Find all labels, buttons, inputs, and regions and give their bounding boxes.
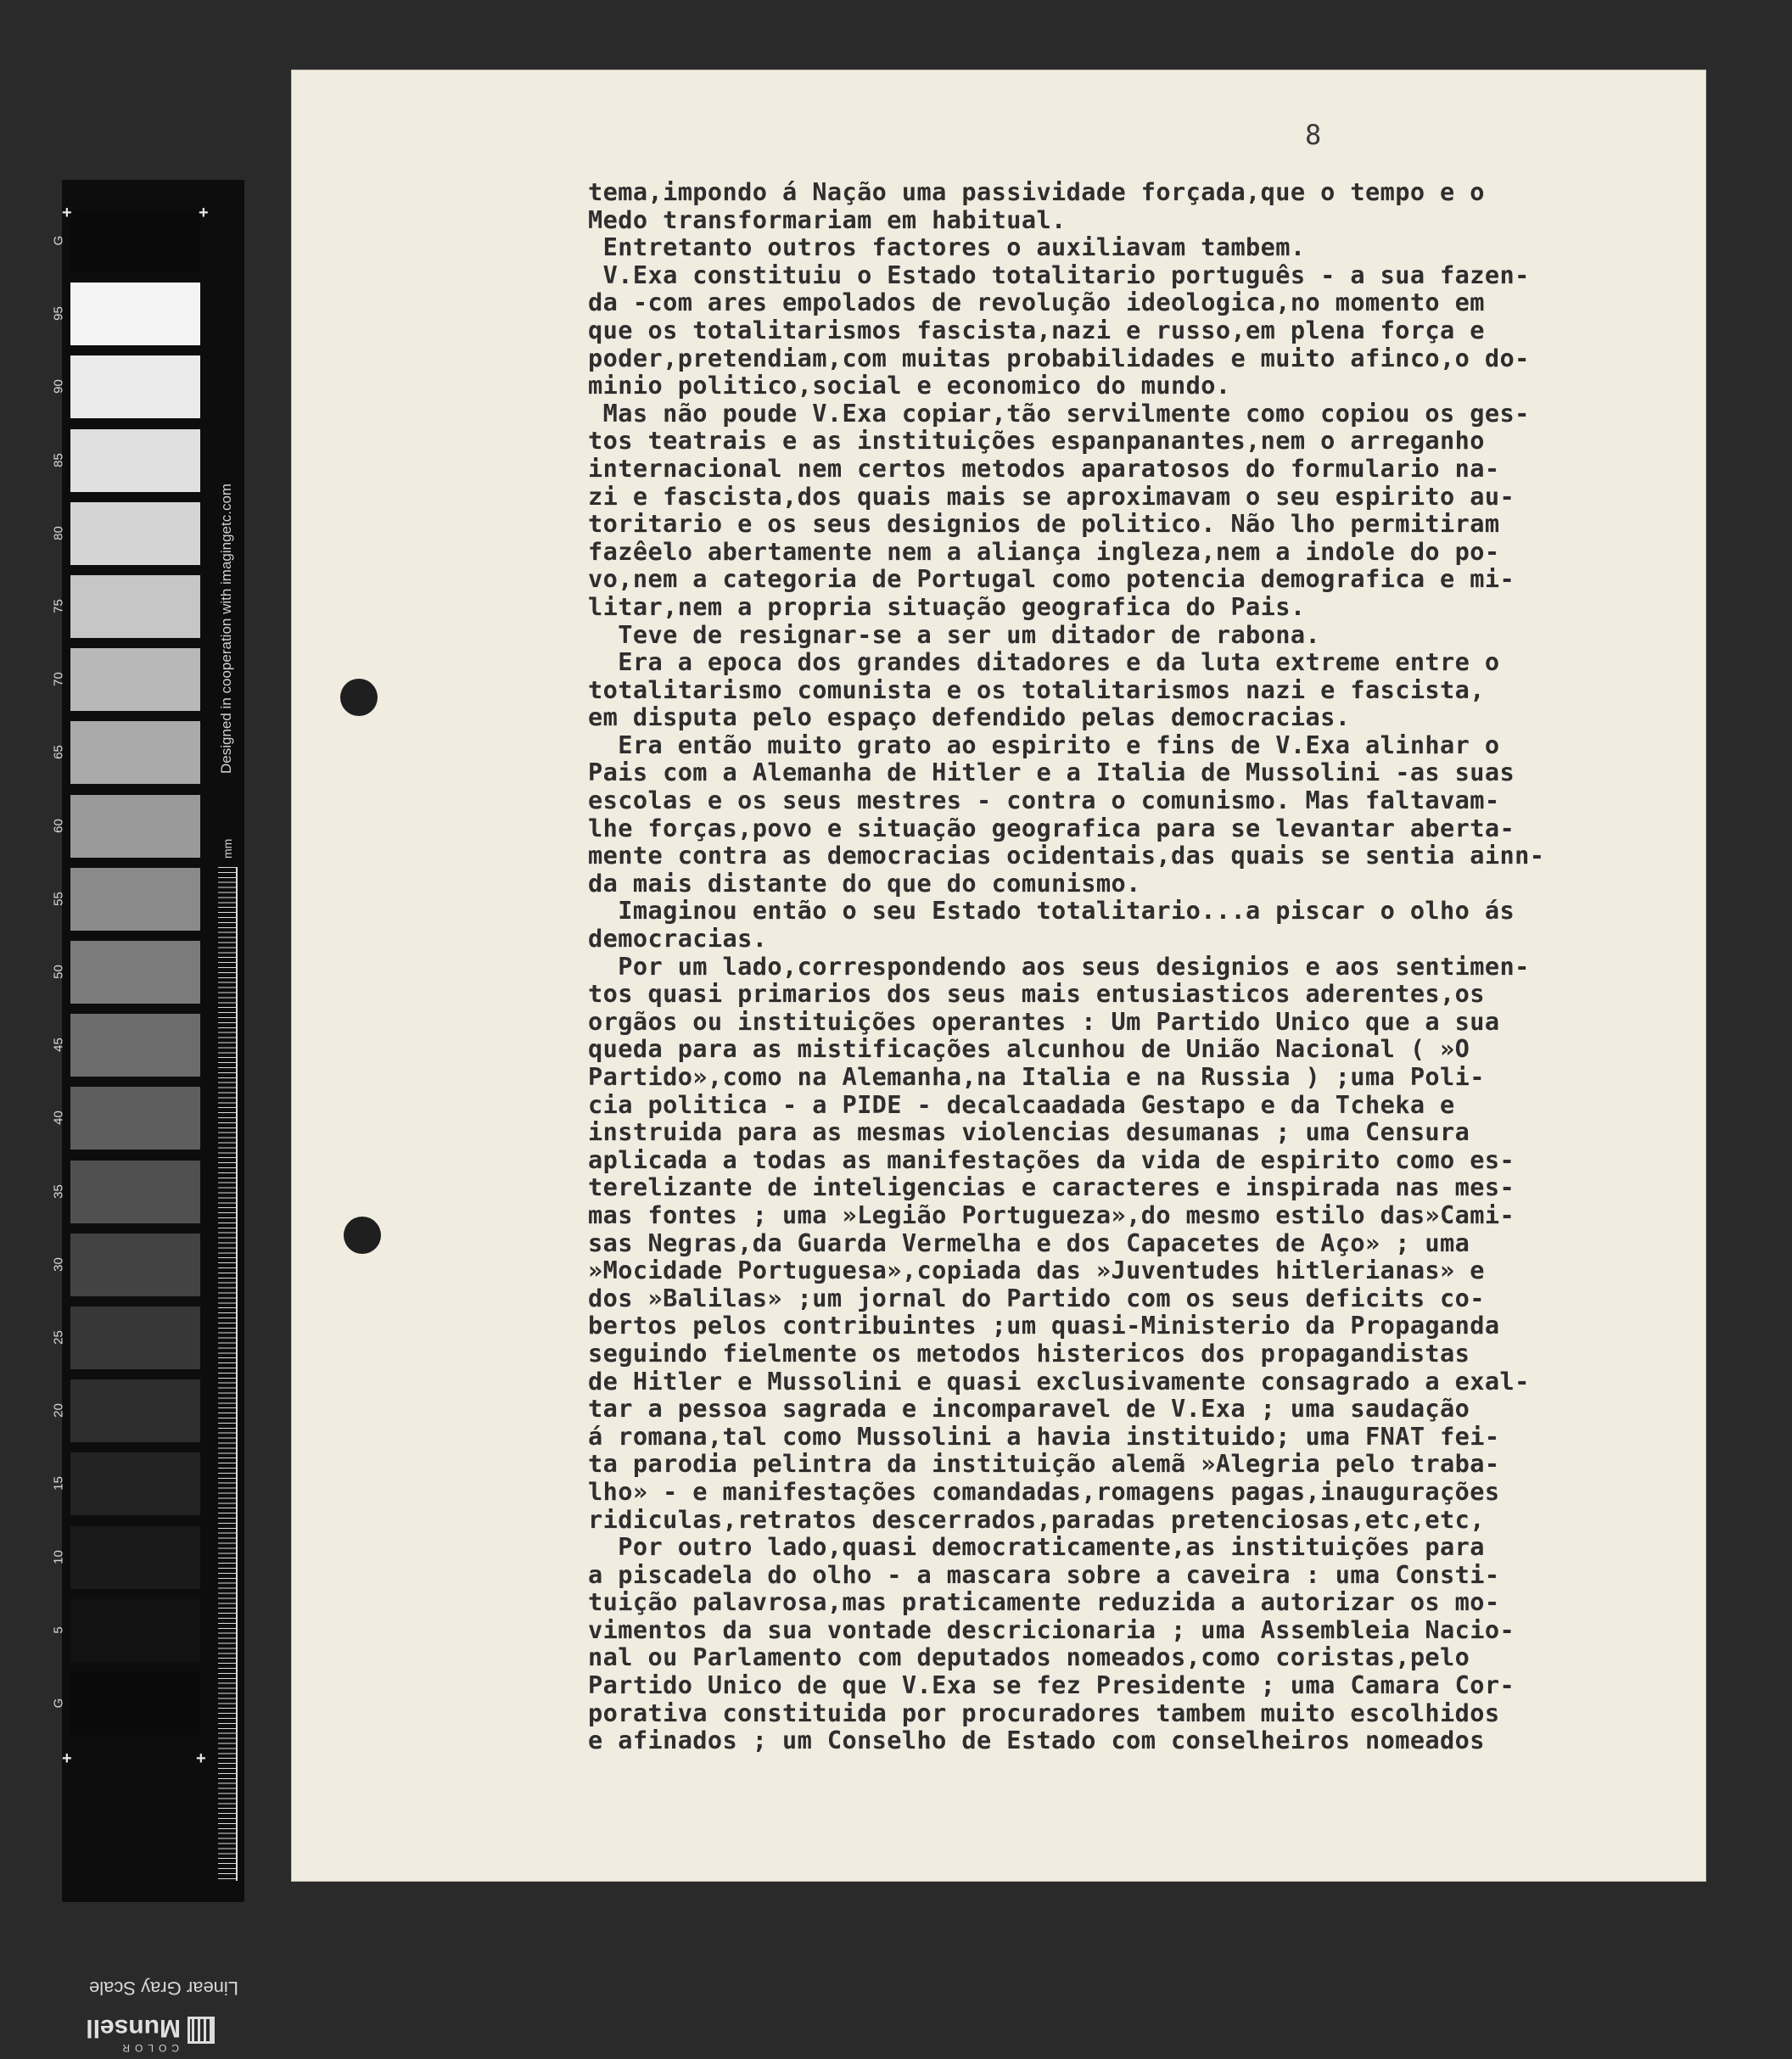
text-line: zi e fascista,dos quais mais se aproximavam o seu espirito au- (588, 481, 1515, 511)
text-line: nal ou Parlamento com deputados nomeados,como coristas,pelo (588, 1642, 1470, 1672)
text-line: fazêelo abertamente nem a aliança ingleza,nem a indole do po- (588, 536, 1500, 566)
text-line: »Mocidade Portuguesa»,copiada das »Juventudes hitlerianas» e (588, 1256, 1485, 1285)
text-line: Pais com a Alemanha de Hitler e a Italia de Mussolini -as suas (588, 758, 1515, 787)
scale-label: 15 (51, 1476, 66, 1491)
gray-scale-card (51, 180, 244, 2054)
text-line: vo,nem a categoria de Portugal como potencia demografica e mi- (588, 564, 1515, 594)
text-line: cia politica - a PIDE - decalcaadada Gestapo e da Tcheka e (588, 1089, 1455, 1119)
gray-swatch (70, 648, 200, 711)
scale-label: 30 (51, 1256, 66, 1272)
text-line: tar a pessoa sagrada e incomparavel de V.Exa ; uma saudação (588, 1394, 1470, 1424)
text-line: Partido»,como na Alemanha,na Italia e na Russia ) ;uma Poli- (588, 1062, 1485, 1091)
registration-mark: + (62, 204, 72, 222)
brand-sub: COLOR (117, 2042, 179, 2054)
gray-swatch (70, 868, 200, 931)
text-line: poder,pretendiam,com muitas probabilidades e muito afinco,o do- (588, 343, 1530, 372)
text-line: lhe forças,povo e situação geografica para se levantar aberta- (588, 813, 1515, 842)
text-line: vimentos da sua vontade descricionaria ; uma Assembleia Nacio- (588, 1614, 1515, 1644)
text-line: Teve de resignar-se a ser um ditador de rabona. (588, 619, 1321, 649)
ruler-edge (236, 867, 238, 1881)
text-line: terelizante de inteligencias e caracteres e inspirada nas mes- (588, 1172, 1515, 1202)
gray-swatch (70, 1161, 200, 1223)
registration-mark: + (62, 1749, 72, 1768)
text-line: internacional nem certos metodos aparatosos do formulario na- (588, 453, 1500, 483)
scale-label: 10 (51, 1549, 66, 1564)
scale-label: 35 (51, 1183, 66, 1199)
text-line: dos »Balilas» ;um jornal do Partido com os seus deficits co- (588, 1283, 1485, 1312)
text-line: Imaginou então o seu Estado totalitario...a piscar o olho ás (588, 896, 1515, 926)
brand-name: Munsell (86, 2014, 181, 2042)
page-number: 8 (1305, 119, 1322, 151)
text-line: democracias. (588, 924, 768, 954)
credit-text: Designed in cooperation with imagingetc.com (218, 483, 234, 774)
text-line: orgãos ou instituições operantes : Um Partido Unico que a sua (588, 1006, 1500, 1036)
text-line: tos quasi primarios dos seus mais entusiasticos aderentes,os (588, 979, 1485, 1009)
gray-swatch (70, 502, 200, 565)
gray-swatch (70, 721, 200, 784)
gray-swatch (70, 1087, 200, 1150)
text-line: tema,impondo á Nação uma passividade forçada,que o tempo e o (588, 177, 1485, 206)
text-line: Era a epoca dos grandes ditadores e da luta extreme entre o (588, 647, 1500, 677)
gray-swatch (70, 210, 200, 272)
text-line: totalitarismo comunista e os totalitarismos nazi e fascista, (588, 674, 1485, 704)
gray-swatch (70, 1526, 200, 1589)
text-line: porativa constituida por procuradores tambem muito escolhidos (588, 1698, 1500, 1727)
text-line: de Hitler e Mussolini e quasi exclusivamente consagrado a exal- (588, 1366, 1530, 1396)
text-line: bertos pelos contribuintes ;um quasi-Ministerio da Propaganda (588, 1311, 1500, 1340)
text-line: Medo transformariam em habitual. (588, 204, 1067, 234)
text-line: Era então muito grato ao espirito e fins de V.Exa alinhar o (588, 730, 1500, 759)
unit-text: mm (221, 838, 234, 859)
text-line: mas fontes ; uma »Legião Portugueza»,do mesmo estilo das»Cami- (588, 1200, 1515, 1229)
gray-swatch (70, 1234, 200, 1296)
text-line: Por um lado,correspondendo aos seus designios e aos sentimen- (588, 951, 1530, 981)
gray-swatch (70, 575, 200, 638)
gray-swatch (70, 941, 200, 1004)
typed-text-body (588, 178, 1683, 1754)
mm-ruler (218, 867, 237, 1881)
gray-swatch (70, 429, 200, 492)
text-line: Partido Unico de que V.Exa se fez Presidente ; uma Camara Cor- (588, 1670, 1515, 1700)
gray-swatch (70, 1014, 200, 1077)
registration-mark: + (196, 1749, 206, 1768)
scale-label: 20 (51, 1403, 66, 1418)
text-line: seguindo fielmente os metodos histericos dos propagandistas (588, 1338, 1470, 1368)
gray-swatch (70, 355, 200, 418)
munsell-logo-icon (188, 2017, 215, 2044)
text-line: toritario e os seus designios de politico. Não lho permitiram (588, 509, 1500, 539)
gray-swatch (70, 1306, 200, 1369)
gray-swatch (70, 1452, 200, 1515)
scale-label: 85 (51, 452, 66, 467)
text-line: mente contra as democracias ocidentais,das quais se sentia ainn- (588, 841, 1545, 870)
text-line: tuição palavrosa,mas praticamente reduzida a autorizar os mo- (588, 1587, 1500, 1617)
gray-swatch (70, 795, 200, 858)
scale-title: Linear Gray Scale (88, 1978, 239, 1999)
scale-label: 50 (51, 965, 66, 979)
scale-label: 45 (51, 1038, 66, 1053)
scale-label: G (51, 1698, 66, 1709)
text-line: a piscadela do olho - a mascara sobre a caveira : uma Consti- (588, 1559, 1500, 1589)
text-line: minio politico,social e economico do mundo. (588, 371, 1231, 400)
text-line: da -com ares empolados de revolução ideologica,no momento em (588, 288, 1485, 317)
scale-label: 65 (51, 745, 66, 760)
scale-label: 90 (51, 379, 66, 394)
text-line: da mais distante do que do comunismo. (588, 868, 1141, 898)
punch-hole (340, 679, 378, 716)
text-line: Entretanto outros factores o auxiliavam tambem. (588, 232, 1306, 262)
text-line: Mas não poude V.Exa copiar,tão servilmente como copiou os ges- (588, 398, 1530, 428)
brand-logo (86, 2008, 223, 2059)
gray-swatch (70, 1599, 200, 1662)
scale-label: 70 (51, 672, 66, 687)
scale-label: 80 (51, 525, 66, 540)
text-line: litar,nem a propria situação geografica do Pais. (588, 591, 1306, 621)
punch-hole (344, 1217, 381, 1254)
text-line: V.Exa constituiu o Estado totalitario português - a sua fazen- (588, 260, 1530, 289)
text-line: tos teatrais e as instituições espanpanantes,nem o arreganho (588, 426, 1485, 456)
text-line: lho» - e manifestações comandadas,romagens pagas,inaugurações (588, 1476, 1500, 1506)
scale-label: 40 (51, 1111, 66, 1126)
text-line: em disputa pelo espaço defendido pelas democracias. (588, 702, 1351, 732)
scale-label: G (51, 235, 66, 246)
text-line: escolas e os seus mestres - contra o comunismo. Mas faltavam- (588, 786, 1500, 815)
text-line: sas Negras,da Guarda Vermelha e dos Capacetes de Aço» ; uma (588, 1228, 1470, 1257)
scale-label: 5 (51, 1626, 66, 1634)
scale-label: 55 (51, 891, 66, 906)
text-line: ta parodia pelintra da instituição alemã »Alegria pelo traba- (588, 1449, 1500, 1479)
scale-label: 95 (51, 306, 66, 322)
text-line: queda para as mistificações alcunhou de União Nacional ( »O (588, 1034, 1470, 1064)
scale-label: 25 (51, 1330, 66, 1345)
text-line: que os totalitarismos fascista,nazi e russo,em plena força e (588, 315, 1485, 344)
gray-swatch (70, 1379, 200, 1442)
text-line: aplicada a todas as manifestações da vida de espirito como es- (588, 1144, 1515, 1174)
text-line: á romana,tal como Mussolini a havia instituido; uma FNAT fei- (588, 1421, 1500, 1451)
text-line: ridiculas,retratos descerrados,paradas pretenciosas,etc,etc, (588, 1504, 1485, 1534)
scale-label: 75 (51, 599, 66, 613)
text-line: Por outro lado,quasi democraticamente,as instituições para (588, 1532, 1485, 1562)
gray-swatch (70, 1672, 200, 1735)
gray-swatch (70, 283, 200, 345)
registration-mark: + (199, 204, 209, 222)
text-line: instruida para as mesmas violencias desumanas ; uma Censura (588, 1117, 1470, 1147)
text-line: e afinados ; um Conselho de Estado com conselheiros nomeados (588, 1726, 1485, 1755)
scale-label: 60 (51, 818, 66, 833)
